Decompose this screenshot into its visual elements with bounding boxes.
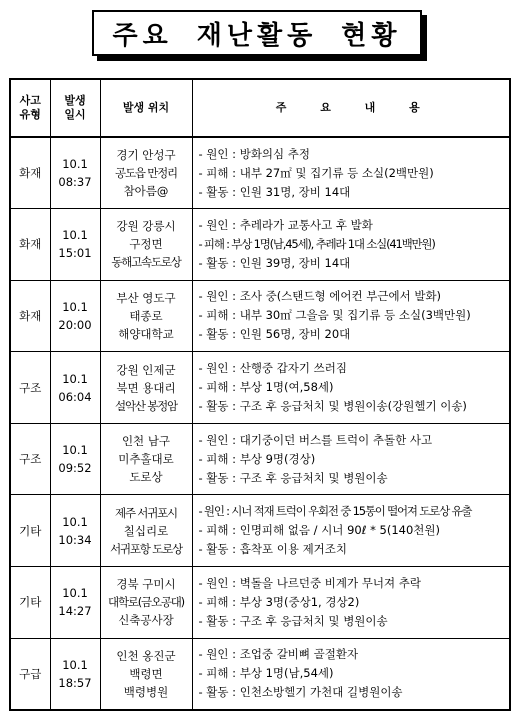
location-line: 해양대학교: [118, 326, 174, 341]
title-frame: [92, 10, 424, 58]
detail-damage: - 피해 : 부상 1명(남,45세), 추레라 1대 소실(41백만원): [198, 236, 435, 251]
table-row: [10, 209, 510, 281]
occurrence-time: 18:57: [58, 675, 92, 690]
table-row: [10, 352, 510, 424]
detail-activity: - 활동 : 흡착포 이용 제거조치: [198, 542, 347, 557]
header-row: [10, 79, 510, 137]
occurrence-time-cell: [50, 137, 100, 209]
detail-cause: - 원인 : 추레라가 교통사고 후 발화: [198, 217, 373, 232]
details-cell: [192, 423, 510, 495]
occurrence-time-cell: [50, 423, 100, 495]
occurrence-time: 10:34: [58, 532, 92, 547]
location-line: 신축공사장: [118, 613, 174, 628]
location-line: 태종로: [129, 308, 163, 323]
detail-activity: - 활동 : 인천소방헬기 가천대 길병원이송: [198, 685, 403, 700]
location-line: 동해고속도로상: [111, 255, 181, 270]
table-row: [10, 638, 510, 710]
details-cell: [192, 137, 510, 209]
occurrence-date: 10.1: [62, 228, 88, 243]
occurrence-date: 10.1: [62, 157, 88, 172]
occurrence-date: 10.1: [62, 657, 88, 672]
incident-type: 구급: [10, 638, 50, 710]
location-line: 제주 서귀포시: [115, 505, 177, 520]
table-row: [10, 137, 510, 209]
header-details: [192, 79, 510, 137]
header-time: [50, 79, 100, 137]
table-row: [10, 423, 510, 495]
location-cell: [100, 280, 192, 352]
location-line: 칠십리로: [123, 523, 169, 538]
location-line: 강원 강릉시: [116, 219, 176, 234]
location-line: 공도읍 만정리: [115, 166, 177, 181]
occurrence-time-cell: [50, 638, 100, 710]
detail-activity: - 활동 : 구조 후 응급처치 및 병원이송: [198, 613, 388, 628]
details-cell: [192, 567, 510, 639]
occurrence-time-cell: [50, 567, 100, 639]
location-cell: [100, 352, 192, 424]
details-cell: [192, 280, 510, 352]
location-line: 인천 옹진군: [116, 648, 176, 663]
location-line: 설악산 봉정암: [115, 398, 177, 413]
occurrence-time: 08:37: [58, 175, 92, 190]
location-cell: [100, 209, 192, 281]
location-line: 서귀포항 도로상: [110, 541, 182, 556]
location-line: 경기 안성구: [116, 148, 176, 163]
detail-activity: - 활동 : 구조 후 응급처치 및 병원이송: [198, 470, 388, 485]
occurrence-time: 20:00: [58, 317, 92, 332]
incident-type: 화재: [10, 280, 50, 352]
incident-type: 기타: [10, 495, 50, 567]
detail-cause: - 원인 : 벽돌을 나르던중 비계가 무너져 추락: [198, 575, 421, 590]
detail-cause: - 원인 : 시너 적재 트럭이 우회전 중 15통이 떨어져 도로상 유출: [198, 504, 472, 519]
occurrence-time-cell: [50, 495, 100, 567]
incident-type: 화재: [10, 209, 50, 281]
location-line: 백령병원: [123, 684, 169, 699]
detail-activity: - 활동 : 인원 56명, 장비 20대: [198, 327, 351, 342]
page-title: 주요 재난활동 현황: [92, 10, 422, 56]
incident-type: 화재: [10, 137, 50, 209]
location-cell: [100, 423, 192, 495]
location-line: 인천 남구: [121, 434, 171, 449]
location-line: 참아름@: [123, 184, 169, 199]
table-row: [10, 495, 510, 567]
details-cell: [192, 638, 510, 710]
detail-cause: - 원인 : 대기중이던 버스를 트럭이 추돌한 사고: [198, 432, 433, 447]
detail-damage: - 피해 : 내부 27㎡ 및 집기류 등 소실(2백만원): [198, 165, 434, 180]
detail-activity: - 활동 : 인원 39명, 장비 14대: [198, 255, 351, 270]
detail-cause: - 원인 : 조업중 갈비뼈 골절환자: [198, 647, 359, 662]
detail-cause: - 원인 : 산행중 갑자기 쓰러짐: [198, 361, 347, 376]
location-cell: [100, 638, 192, 710]
detail-activity: - 활동 : 인원 31명, 장비 14대: [198, 184, 351, 199]
incident-type: 구조: [10, 423, 50, 495]
occurrence-date: 10.1: [62, 586, 88, 601]
header-details-label: 주 요 내 용: [275, 101, 426, 114]
detail-activity: - 활동 : 구조 후 응급처치 및 병원이송(강원헬기 이송): [198, 399, 467, 414]
location-line: 북면 용대리: [116, 380, 176, 395]
occurrence-time: 09:52: [58, 461, 92, 476]
occurrence-time: 14:27: [58, 604, 92, 619]
detail-damage: - 피해 : 부상 9명(경상): [198, 451, 316, 466]
header-time-line2: 일시: [64, 108, 86, 121]
detail-damage: - 피해 : 부상 1명(남,54세): [198, 666, 334, 681]
incident-type: 기타: [10, 567, 50, 639]
location-line: 강원 인제군: [116, 362, 176, 377]
occurrence-date: 10.1: [62, 514, 88, 529]
location-line: 부산 영도구: [116, 290, 176, 305]
details-cell: [192, 209, 510, 281]
header-time-line1: 발생: [64, 94, 86, 107]
location-line: 백령면: [129, 666, 163, 681]
location-line: 미추홀대로: [118, 452, 174, 467]
location-cell: [100, 495, 192, 567]
details-cell: [192, 495, 510, 567]
table-row: [10, 567, 510, 639]
occurrence-time-cell: [50, 280, 100, 352]
detail-damage: - 피해 : 부상 3명(중상1, 경상2): [198, 594, 360, 609]
header-type-line2: 유형: [19, 108, 41, 121]
location-line: 대학로(금오공대): [108, 595, 184, 610]
location-line: 경북 구미시: [116, 577, 176, 592]
detail-cause: - 원인 : 방화의심 추정: [198, 146, 311, 161]
header-location: 발생 위치: [100, 79, 192, 137]
details-cell: [192, 352, 510, 424]
occurrence-date: 10.1: [62, 443, 88, 458]
location-line: 구정면: [129, 237, 163, 252]
detail-damage: - 피해 : 부상 1명(여,58세): [198, 380, 334, 395]
occurrence-time: 06:04: [58, 389, 92, 404]
detail-damage: - 피해 : 인명피해 없음 / 시너 90ℓ * 5(140천원): [198, 523, 440, 538]
disaster-activity-table: [9, 78, 511, 711]
incident-type: 구조: [10, 352, 50, 424]
table-row: [10, 280, 510, 352]
detail-damage: - 피해 : 내부 30㎡ 그을음 및 집기류 등 소실(3백만원): [198, 308, 471, 323]
occurrence-time-cell: [50, 352, 100, 424]
header-type: [10, 79, 50, 137]
location-cell: [100, 137, 192, 209]
occurrence-time-cell: [50, 209, 100, 281]
location-line: 도로상: [129, 470, 163, 485]
occurrence-date: 10.1: [62, 299, 88, 314]
occurrence-date: 10.1: [62, 371, 88, 386]
location-cell: [100, 567, 192, 639]
header-type-line1: 사고: [19, 94, 41, 107]
detail-cause: - 원인 : 조사 중(스탠드형 에어컨 부근에서 발화): [198, 289, 442, 304]
occurrence-time: 15:01: [58, 246, 92, 261]
